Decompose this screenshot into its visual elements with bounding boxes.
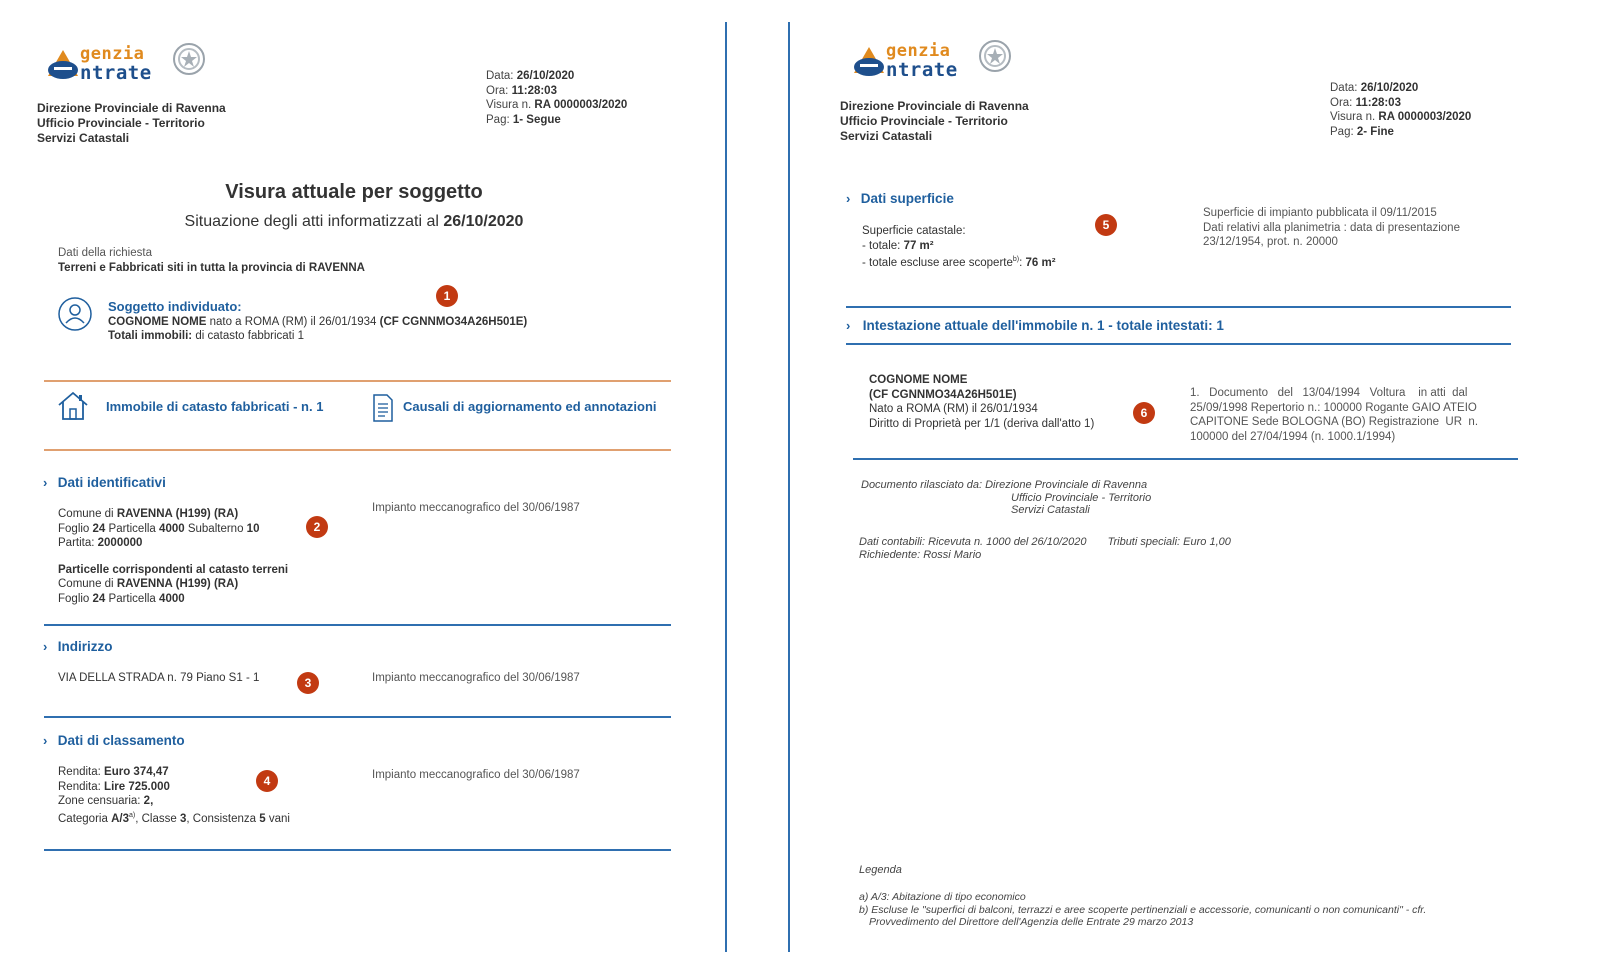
meta-time: 11:28:03 xyxy=(511,84,557,97)
meta-label: Data: xyxy=(1330,82,1358,94)
legenda-line: Provvedimento del Direttore dell'Agenzia delle Entrate 29 marzo 2013 xyxy=(869,916,1194,928)
meta-label: Ora: xyxy=(486,84,509,97)
chevron-right-icon: › xyxy=(43,475,48,490)
rilascio-line: Servizi Catastali xyxy=(1011,504,1090,516)
callout-badge: 3 xyxy=(297,672,319,694)
rilascio-line: Ufficio Provinciale - Territorio xyxy=(1011,491,1152,504)
field-label: Comune di xyxy=(58,578,114,590)
field-label: Particella xyxy=(108,522,156,535)
legenda-block xyxy=(859,891,1426,929)
legenda-title: Legenda xyxy=(859,864,902,876)
separator xyxy=(846,343,1511,345)
atto-line: 1. Documento del 13/04/1994 Voltura in atti dal xyxy=(1190,387,1468,399)
office-line: Direzione Provinciale di Ravenna xyxy=(37,101,226,115)
callout-badge: 5 xyxy=(1095,214,1117,236)
subject-block xyxy=(108,300,527,344)
visura-page-2 xyxy=(800,0,1597,966)
separator xyxy=(853,458,1518,460)
subject-heading: Soggetto individuato: xyxy=(108,299,242,314)
subject-totals-value: di catasto fabbricati 1 xyxy=(195,330,304,342)
legenda-line: b) Escluse le "superfici di balconi, terrazzi e aree scoperte pertinenziali e accessorie, comunicanti o non comunicanti" - cfr. xyxy=(859,903,1427,916)
superficie-label: Superficie catastale: xyxy=(862,225,966,237)
subject-cf: (CF CGNNMO34A26H501E) xyxy=(379,315,528,328)
field-label: Partita: xyxy=(58,537,95,549)
page-title: Visura attuale per soggetto xyxy=(225,181,483,203)
meta-page: 1- Segue xyxy=(512,113,561,126)
intestatario-diritto: Diritto di Proprietà per 1/1 (deriva dall'atto 1) xyxy=(869,417,1095,430)
section-heading: Dati di classamento xyxy=(57,733,185,748)
logo-word-genzia: genzia xyxy=(886,41,951,61)
subject-born: nato a ROMA (RM) il 26/01/1934 xyxy=(209,315,377,328)
contabili-text: Dati contabili: Ricevuta n. 1000 del 26/10/2020 xyxy=(859,536,1087,548)
office-block xyxy=(840,99,1029,144)
user-circle-icon xyxy=(57,296,93,332)
separator xyxy=(44,849,671,851)
meta-date: 26/10/2020 xyxy=(516,70,575,82)
field-value: 2, xyxy=(143,795,154,807)
intestatario-block xyxy=(869,373,1094,431)
field-value: RAVENNA (H199) (RA) xyxy=(116,578,239,590)
separator xyxy=(846,306,1511,308)
meta-label: Ora: xyxy=(1330,96,1353,109)
section-heading: Indirizzo xyxy=(57,639,113,654)
field-label: , Consistenza xyxy=(186,812,257,825)
contabili-block xyxy=(859,536,1231,561)
rilascio-block xyxy=(861,479,1151,517)
chevron-right-icon: › xyxy=(846,318,851,333)
field-label: Categoria xyxy=(58,812,108,825)
field-unit: vani xyxy=(268,812,290,825)
address-value: VIA DELLA STRADA n. 79 Piano S1 - 1 xyxy=(58,672,260,684)
logo-word-ntrate: ntrate xyxy=(886,59,958,81)
atto-block xyxy=(1190,386,1522,444)
identificativi-block xyxy=(58,507,288,606)
classamento-block xyxy=(58,765,290,826)
superficie-block: Superficie catastale: - totale: 77 m² - totale escluse aree scoperte$^{b)}$: 76 m² xyxy=(862,225,1056,269)
section-heading: Dati identificativi xyxy=(57,475,166,490)
impianto-note: Impianto meccanografico del 30/06/1987 xyxy=(372,769,580,781)
separator xyxy=(44,449,671,451)
field-label: Rendita: xyxy=(58,780,101,793)
meta-label: Visura n. xyxy=(1330,111,1376,123)
field-value: 5 xyxy=(259,812,266,825)
chevron-right-icon: › xyxy=(43,733,48,748)
callout-badge: 4 xyxy=(256,770,278,792)
impianto-note: Impianto meccanografico del 30/06/1987 xyxy=(372,502,580,514)
field-label: - totale escluse aree scoperte xyxy=(862,256,1013,269)
field-value: RAVENNA (H199) (RA) xyxy=(116,508,239,520)
seal-icon xyxy=(978,39,1012,73)
page-divider xyxy=(725,22,727,952)
intestatario-name: COGNOME NOME xyxy=(869,374,968,386)
document-icon xyxy=(372,393,394,423)
callout-badge: 2 xyxy=(306,516,328,538)
meta-label: Visura n. xyxy=(486,99,532,111)
separator xyxy=(44,624,671,626)
atto-line: 100000 del 27/04/1994 (n. 1000.1/1994) xyxy=(1190,430,1396,443)
section-intestazione[interactable] xyxy=(846,317,1224,335)
meta-time: 11:28:03 xyxy=(1355,96,1401,109)
office-line: Direzione Provinciale di Ravenna xyxy=(840,99,1029,113)
atto-line: 25/09/1998 Repertorio n.: 100000 Rogante GAIO ATEIO xyxy=(1190,401,1477,414)
intestatario-cf: (CF CGNNMO34A26H501E) xyxy=(869,388,1017,401)
agenzia-entrate-logo xyxy=(44,40,214,92)
agenzia-logo-mark-icon xyxy=(850,43,888,79)
field-value: Lire 725.000 xyxy=(104,780,170,793)
chevron-right-icon: › xyxy=(846,191,851,206)
page-subtitle xyxy=(44,213,664,231)
subtitle-date: 26/10/2020 xyxy=(443,213,524,230)
separator xyxy=(44,380,671,382)
footnote-ref: a) xyxy=(128,811,136,819)
tributi-text: Tributi speciali: Euro 1,00 xyxy=(1107,536,1231,548)
legenda-line: a) A/3: Abitazione di tipo economico xyxy=(859,891,1026,903)
field-label: Rendita: xyxy=(58,766,101,778)
superficie-notes xyxy=(1203,206,1460,250)
office-block xyxy=(37,101,226,146)
meta-page: 2- Fine xyxy=(1356,125,1394,138)
house-icon xyxy=(56,390,90,422)
separator xyxy=(44,716,671,718)
section-heading: Intestazione attuale dell'immobile n. 1 - totale intestati: 1 xyxy=(862,318,1224,333)
meta-visura: RA 0000003/2020 xyxy=(534,99,628,111)
section-indirizzo[interactable] xyxy=(43,638,113,656)
field-label: - totale: xyxy=(862,239,901,252)
field-value: 2000000 xyxy=(97,537,143,549)
office-line: Ufficio Provinciale - Territorio xyxy=(37,116,205,130)
office-line: Ufficio Provinciale - Territorio xyxy=(840,114,1008,128)
section-classamento[interactable] xyxy=(43,732,185,750)
note-line: Superficie di impianto pubblicata il 09/11/2015 xyxy=(1203,207,1437,219)
field-value: 76 m² xyxy=(1025,256,1056,269)
richiedente-text: Richiedente: Rossi Mario xyxy=(859,548,982,561)
field-value: 77 m² xyxy=(903,239,934,252)
intestatario-born: Nato a ROMA (RM) il 26/01/1934 xyxy=(869,403,1038,415)
agenzia-logo-mark-icon xyxy=(44,46,82,82)
field-value: A/3 xyxy=(111,812,129,825)
field-value: 10 xyxy=(246,522,260,535)
impianto-note: Impianto meccanografico del 30/06/1987 xyxy=(372,672,580,684)
meta-label: Pag: xyxy=(486,113,510,126)
section-dati-superficie[interactable] xyxy=(846,190,954,208)
field-label: Particella xyxy=(108,592,156,605)
request-block xyxy=(58,246,365,275)
meta-visura: RA 0000003/2020 xyxy=(1378,111,1472,123)
subtitle-prefix: Situazione degli atti informatizzati al xyxy=(184,213,439,230)
field-label: Foglio xyxy=(58,522,90,535)
corr-heading: Particelle corrispondenti al catasto terreni xyxy=(58,563,289,576)
tab-property[interactable]: Immobile di catasto fabbricati - n. 1 xyxy=(106,399,324,414)
tab-causes[interactable]: Causali di aggiornamento ed annotazioni xyxy=(403,399,657,414)
visura-page-1 xyxy=(0,0,735,966)
meta-date: 26/10/2020 xyxy=(1360,82,1419,94)
seal-icon xyxy=(172,42,206,76)
meta-label: Pag: xyxy=(1330,125,1354,138)
section-dati-identificativi[interactable] xyxy=(43,474,166,492)
callout-badge: 6 xyxy=(1133,402,1155,424)
document-meta xyxy=(486,69,627,127)
field-label: Subalterno xyxy=(187,522,244,535)
field-label: , Classe xyxy=(135,812,177,825)
field-value: 4000 xyxy=(159,592,185,605)
section-heading: Dati superficie xyxy=(860,191,954,206)
field-value: Euro 374,47 xyxy=(104,766,169,778)
note-line: Dati relativi alla planimetria : data di presentazione xyxy=(1203,221,1460,234)
logo-word-ntrate: ntrate xyxy=(80,62,152,84)
callout-badge: 1 xyxy=(436,285,458,307)
chevron-right-icon: › xyxy=(43,639,48,654)
note-line: 23/12/1954, prot. n. 20000 xyxy=(1203,236,1338,248)
page-divider xyxy=(788,22,790,952)
field-value: 24 xyxy=(92,592,106,605)
field-label: Foglio xyxy=(58,592,90,605)
field-value: 4000 xyxy=(159,522,185,535)
field-label: Comune di xyxy=(58,508,114,520)
atto-line: CAPITONE Sede BOLOGNA (BO) Registrazione UR n. xyxy=(1190,416,1479,428)
footnote-ref: b) xyxy=(1012,256,1020,263)
request-text: Terreni e Fabbricati siti in tutta la provincia di RAVENNA xyxy=(58,261,365,274)
field-value: 24 xyxy=(92,522,106,535)
office-line: Servizi Catastali xyxy=(37,131,130,145)
meta-label: Data: xyxy=(486,70,514,82)
field-value: 3 xyxy=(179,812,187,825)
subject-totals-label: Totali immobili: xyxy=(108,330,193,342)
agenzia-entrate-logo xyxy=(850,37,1020,89)
field-label: Zone censuaria: xyxy=(58,795,141,807)
logo-word-genzia: genzia xyxy=(80,44,145,64)
office-line: Servizi Catastali xyxy=(840,129,933,143)
document-meta xyxy=(1330,81,1471,139)
rilascio-line: Documento rilasciato da: Direzione Provinciale di Ravenna xyxy=(861,479,1148,491)
subject-name: COGNOME NOME xyxy=(108,315,207,328)
request-label: Dati della richiesta xyxy=(58,247,152,259)
